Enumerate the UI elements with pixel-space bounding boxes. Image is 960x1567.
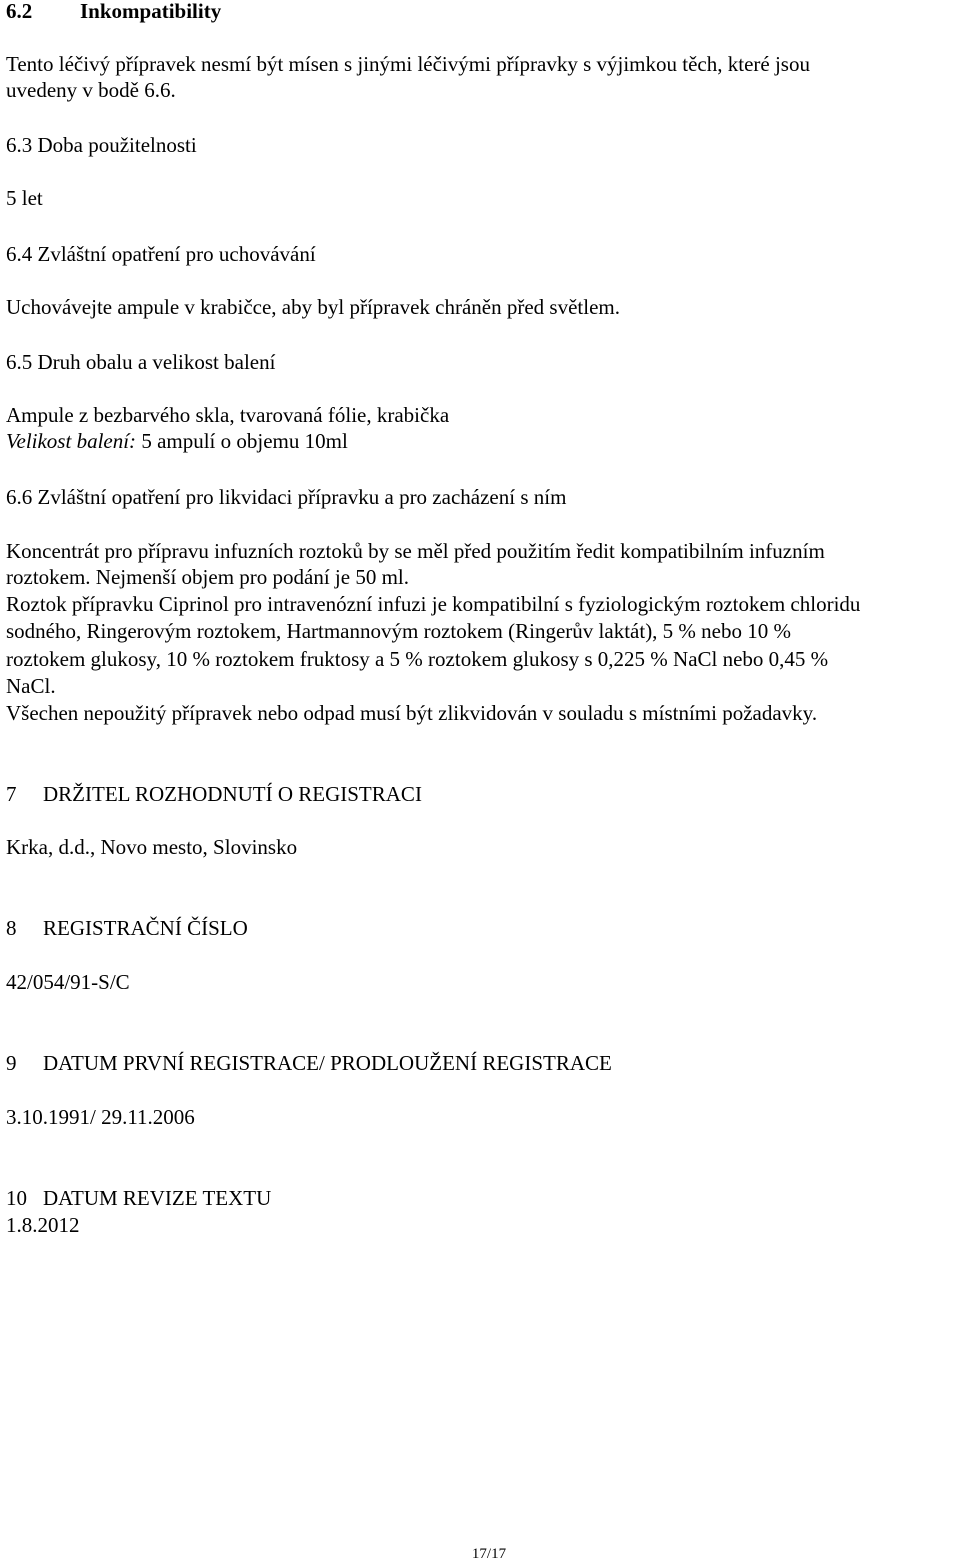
page-number: 17/17 xyxy=(471,1546,507,1562)
section-10-heading xyxy=(6,1184,271,1212)
section-6-5-heading: 6.5 Druh obalu a velikost balení xyxy=(6,350,276,374)
paragraph-line: Tento léčivý přípravek nesmí být mísen s jinými léčivými přípravky s výjimkou těch, které jsou xyxy=(6,52,810,76)
paragraph-line: Roztok přípravku Ciprinol pro intravenózní infuzi je kompatibilní s fyziologickým roztokem chloridu xyxy=(6,592,861,616)
paragraph-line: roztokem glukosy, 10 % roztokem fruktosy a 5 % roztokem glukosy s 0,225 % NaCl nebo 0,45 % xyxy=(6,647,829,671)
section-number: 8 xyxy=(6,916,17,940)
paragraph-line: NaCl. xyxy=(6,674,56,698)
section-number: 10 xyxy=(6,1186,27,1210)
pack-size-value: 5 ampulí o objemu 10ml xyxy=(141,429,348,453)
paragraph-line: Koncentrát pro přípravu infuzních roztoků by se měl před použitím ředit kompatibilním infuzním xyxy=(6,539,825,563)
paragraph-line: Krka, d.d., Novo mesto, Slovinsko xyxy=(6,835,298,859)
paragraph-line: Ampule z bezbarvého skla, tvarovaná fólie, krabička xyxy=(6,403,450,427)
section-title: DRŽITEL ROZHODNUTÍ O REGISTRACI xyxy=(43,782,422,806)
section-number: 7 xyxy=(6,782,17,806)
section-title: DATUM REVIZE TEXTU xyxy=(43,1186,272,1210)
section-9-heading xyxy=(6,1049,612,1077)
section-6-6-heading: 6.6 Zvláštní opatření pro likvidaci přípravku a pro zacházení s ním xyxy=(6,485,567,509)
paragraph-line: uvedeny v bodě 6.6. xyxy=(6,78,176,102)
pack-size-label: Velikost balení: xyxy=(6,429,137,453)
pack-size-line xyxy=(6,427,348,455)
section-6-2-heading xyxy=(6,0,221,25)
section-number: 6.2 xyxy=(6,0,33,23)
section-title: REGISTRAČNÍ ČÍSLO xyxy=(43,916,248,940)
section-7-heading xyxy=(6,780,422,808)
section-title: Inkompatibility xyxy=(80,0,222,23)
paragraph-line: 42/054/91-S/C xyxy=(6,970,130,994)
paragraph-line: roztokem. Nejmenší objem pro podání je 50 ml. xyxy=(6,565,409,589)
paragraph-line: 1.8.2012 xyxy=(6,1213,80,1237)
paragraph-line: Všechen nepoužitý přípravek nebo odpad musí být zlikvidován v souladu s místními požadavky. xyxy=(6,701,818,725)
paragraph-line: Uchovávejte ampule v krabičce, aby byl přípravek chráněn před světlem. xyxy=(6,295,620,319)
section-title: DATUM PRVNÍ REGISTRACE/ PRODLOUŽENÍ REGISTRACE xyxy=(43,1051,612,1075)
paragraph-line: 3.10.1991/ 29.11.2006 xyxy=(6,1105,195,1129)
section-number: 9 xyxy=(6,1051,17,1075)
section-6-3-heading: 6.3 Doba použitelnosti xyxy=(6,133,197,157)
section-8-heading xyxy=(6,914,248,942)
paragraph-line: 5 let xyxy=(6,186,43,210)
paragraph-line: sodného, Ringerovým roztokem, Hartmannovým roztokem (Ringerův laktát), 5 % nebo 10 % xyxy=(6,619,791,643)
section-6-4-heading: 6.4 Zvláštní opatření pro uchovávání xyxy=(6,242,316,266)
